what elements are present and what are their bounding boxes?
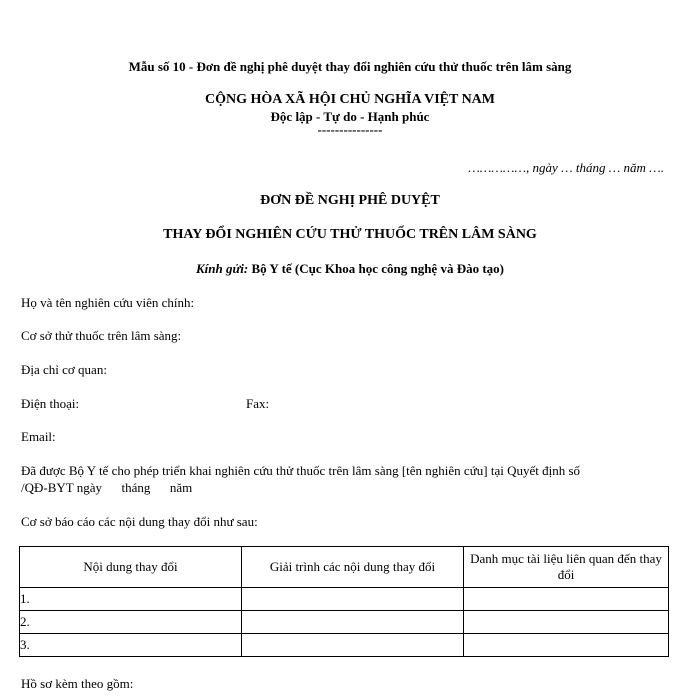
table-cell[interactable]: 3.	[20, 634, 242, 657]
table-cell[interactable]	[242, 588, 464, 611]
recipient-label: Kính gửi:	[195, 261, 249, 276]
table-cell[interactable]	[464, 634, 669, 657]
table-header-row	[20, 547, 669, 588]
form-label: Mẫu số 10 - Đơn đề nghị phê duyệt thay đổi nghiên cứu thử thuốc trên lâm sàng	[128, 59, 572, 74]
attachments-heading: Hồ sơ kèm theo gồm:	[21, 676, 134, 691]
approval-text-line-2: /QĐ-BYT ngày tháng năm	[21, 480, 193, 495]
approval-text-line-1: Đã được Bộ Y tế cho phép triển khai nghiên cứu thử thuốc trên lâm sàng [tên nghiên cứu] tại Quyết định số	[21, 463, 581, 478]
phone-field: Điện thoại:	[21, 396, 80, 411]
report-intro: Cơ sở báo cáo các nội dung thay đổi như sau:	[21, 514, 258, 529]
table-row	[20, 588, 669, 611]
table-cell[interactable]	[464, 611, 669, 634]
fax-field: Fax:	[246, 396, 270, 411]
header-explanation: Giải trình các nội dung thay đổi	[242, 547, 464, 588]
recipient-line	[0, 261, 700, 277]
table-cell[interactable]: 2.	[20, 611, 242, 634]
nation-heading: CỘNG HÒA XÃ HỘI CHỦ NGHĨA VIỆT NAM	[204, 92, 495, 107]
motto: Độc lập - Tự do - Hạnh phúc	[270, 109, 430, 124]
document-title: ĐƠN ĐỀ NGHỊ PHÊ DUYỆT	[260, 193, 440, 208]
table-row	[20, 634, 669, 657]
motto-rule: ---------------	[317, 122, 383, 137]
header-change-content: Nội dung thay đổi	[20, 547, 242, 588]
table-cell[interactable]: 1.	[20, 588, 242, 611]
site-field: Cơ sở thử thuốc trên lâm sàng:	[21, 328, 182, 343]
recipient: Bộ Y tế (Cục Khoa học công nghệ và Đào tạo)	[248, 261, 504, 276]
document-subtitle: THAY ĐỔI NGHIÊN CỨU THỬ THUỐC TRÊN LÂM SÀNG	[163, 227, 537, 242]
table-cell[interactable]	[464, 588, 669, 611]
changes-table	[19, 546, 669, 657]
table-row	[20, 611, 669, 634]
investigator-field: Họ và tên nghiên cứu viên chính:	[21, 295, 195, 310]
address-field: Địa chỉ cơ quan:	[21, 362, 107, 377]
date-line: ……………, ngày … tháng … năm ….	[468, 160, 664, 175]
email-field: Email:	[21, 429, 56, 444]
table-cell[interactable]	[242, 611, 464, 634]
header-related-documents: Danh mục tài liệu liên quan đến thay đổi	[464, 547, 669, 588]
table-cell[interactable]	[242, 634, 464, 657]
